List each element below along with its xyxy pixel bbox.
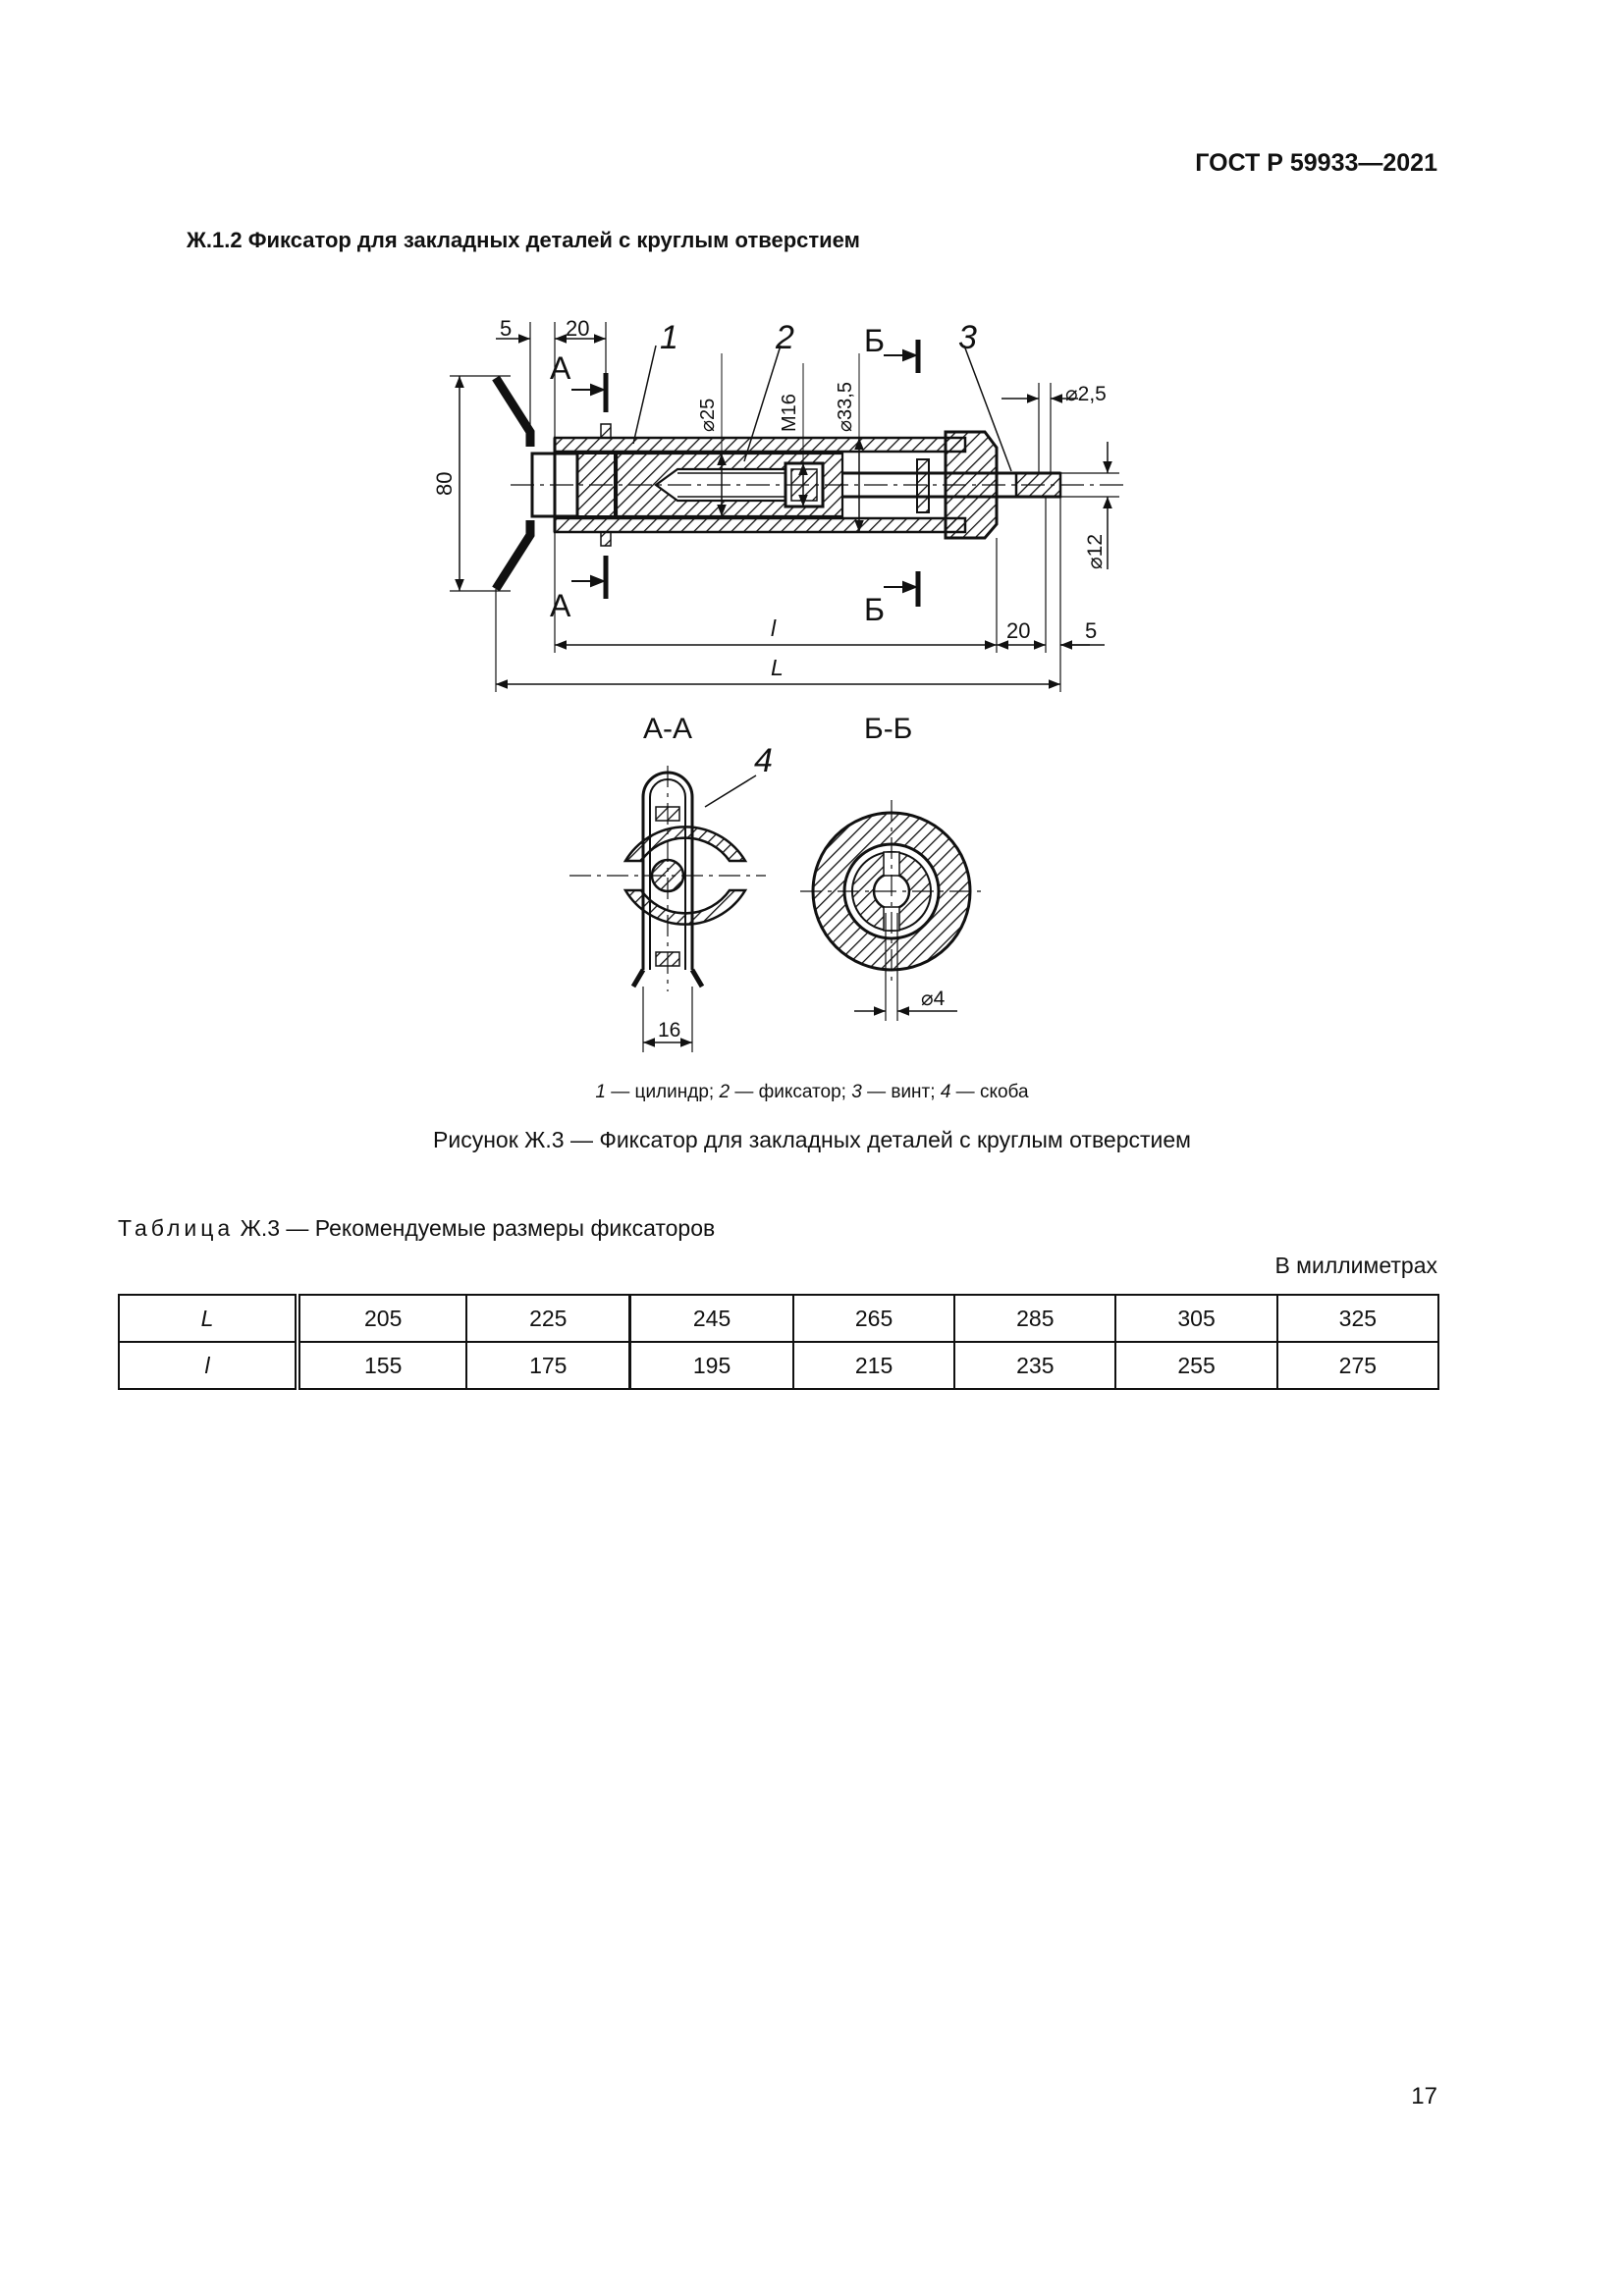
dim-80: 80 xyxy=(432,471,457,496)
legend-num-4: 4 xyxy=(940,1082,951,1102)
dim-m16: М16 xyxy=(779,394,800,432)
table-cell: 265 xyxy=(793,1295,954,1342)
table-cell: 305 xyxy=(1115,1295,1276,1342)
row-label-L: L xyxy=(119,1295,298,1342)
dim-d33-5: ⌀33,5 xyxy=(835,382,856,432)
section-b-b-view xyxy=(800,800,982,1021)
dim-5-top: 5 xyxy=(500,316,513,341)
view-title-b-b: Б-Б xyxy=(864,713,913,745)
legend-text-1: — цилиндр; xyxy=(606,1082,720,1102)
view-title-a-a: А-А xyxy=(643,713,693,745)
part-label-1: 1 xyxy=(660,319,678,356)
dim-d4: ⌀4 xyxy=(921,988,946,1010)
dim-20-bottom: 20 xyxy=(1006,618,1031,643)
table-cell: 215 xyxy=(793,1342,954,1389)
legend-text-3: — винт; xyxy=(861,1082,941,1102)
section-mark-a-bottom: А xyxy=(550,588,571,623)
dim-L: L xyxy=(771,655,784,680)
table-title xyxy=(118,1215,715,1242)
part-label-3: 3 xyxy=(958,319,977,356)
table-cell: 245 xyxy=(630,1295,793,1342)
technical-drawing xyxy=(0,0,1624,1080)
section-a-a-view xyxy=(569,766,766,1052)
dim-20-top: 20 xyxy=(566,316,590,341)
part-label-2: 2 xyxy=(776,319,794,356)
table-cell: 285 xyxy=(954,1295,1115,1342)
page-number: 17 xyxy=(1411,2083,1437,2109)
dim-d25: ⌀25 xyxy=(697,398,719,432)
table-row xyxy=(119,1295,1438,1342)
table-label: Таблица xyxy=(118,1215,235,1241)
part-label-4: 4 xyxy=(754,742,773,779)
table-title-text: Ж.3 — Рекомендуемые размеры фиксаторов xyxy=(234,1215,716,1241)
document-header: ГОСТ Р 59933—2021 xyxy=(1195,149,1437,177)
table-cell: 235 xyxy=(954,1342,1115,1389)
figure-legend xyxy=(0,1082,1624,1103)
legend-num-3: 3 xyxy=(851,1082,862,1102)
legend-num-2: 2 xyxy=(719,1082,731,1102)
section-mark-b-bottom: Б xyxy=(864,592,885,627)
table-cell: 195 xyxy=(630,1342,793,1389)
dim-d12: ⌀12 xyxy=(1084,533,1107,569)
table-cell: 175 xyxy=(466,1342,629,1389)
figure-caption: Рисунок Ж.3 — Фиксатор для закладных деталей с круглым отверстием xyxy=(433,1127,1191,1152)
table-cell: 155 xyxy=(298,1342,466,1389)
dim-16: 16 xyxy=(658,1019,681,1041)
table-row xyxy=(119,1342,1438,1389)
section-mark-b-top: Б xyxy=(864,323,885,358)
table-units: В миллиметрах xyxy=(1274,1253,1437,1278)
section-title: Ж.1.2 Фиксатор для закладных деталей с круглым отверстием xyxy=(187,228,860,252)
legend-text-2: — фиксатор; xyxy=(730,1082,852,1102)
section-mark-a-top: А xyxy=(550,350,571,386)
dimensions-table xyxy=(118,1294,1439,1390)
table-cell: 205 xyxy=(298,1295,466,1342)
legend-num-1: 1 xyxy=(595,1082,606,1102)
table-cell: 275 xyxy=(1277,1342,1438,1389)
table-cell: 325 xyxy=(1277,1295,1438,1342)
legend-text-4: — скоба xyxy=(950,1082,1029,1102)
row-label-l: l xyxy=(119,1342,298,1389)
dim-l: l xyxy=(771,615,777,641)
table-cell: 255 xyxy=(1115,1342,1276,1389)
dim-d2-5: ⌀2,5 xyxy=(1065,383,1107,405)
table-cell: 225 xyxy=(466,1295,629,1342)
dim-5-bottom: 5 xyxy=(1085,618,1098,643)
